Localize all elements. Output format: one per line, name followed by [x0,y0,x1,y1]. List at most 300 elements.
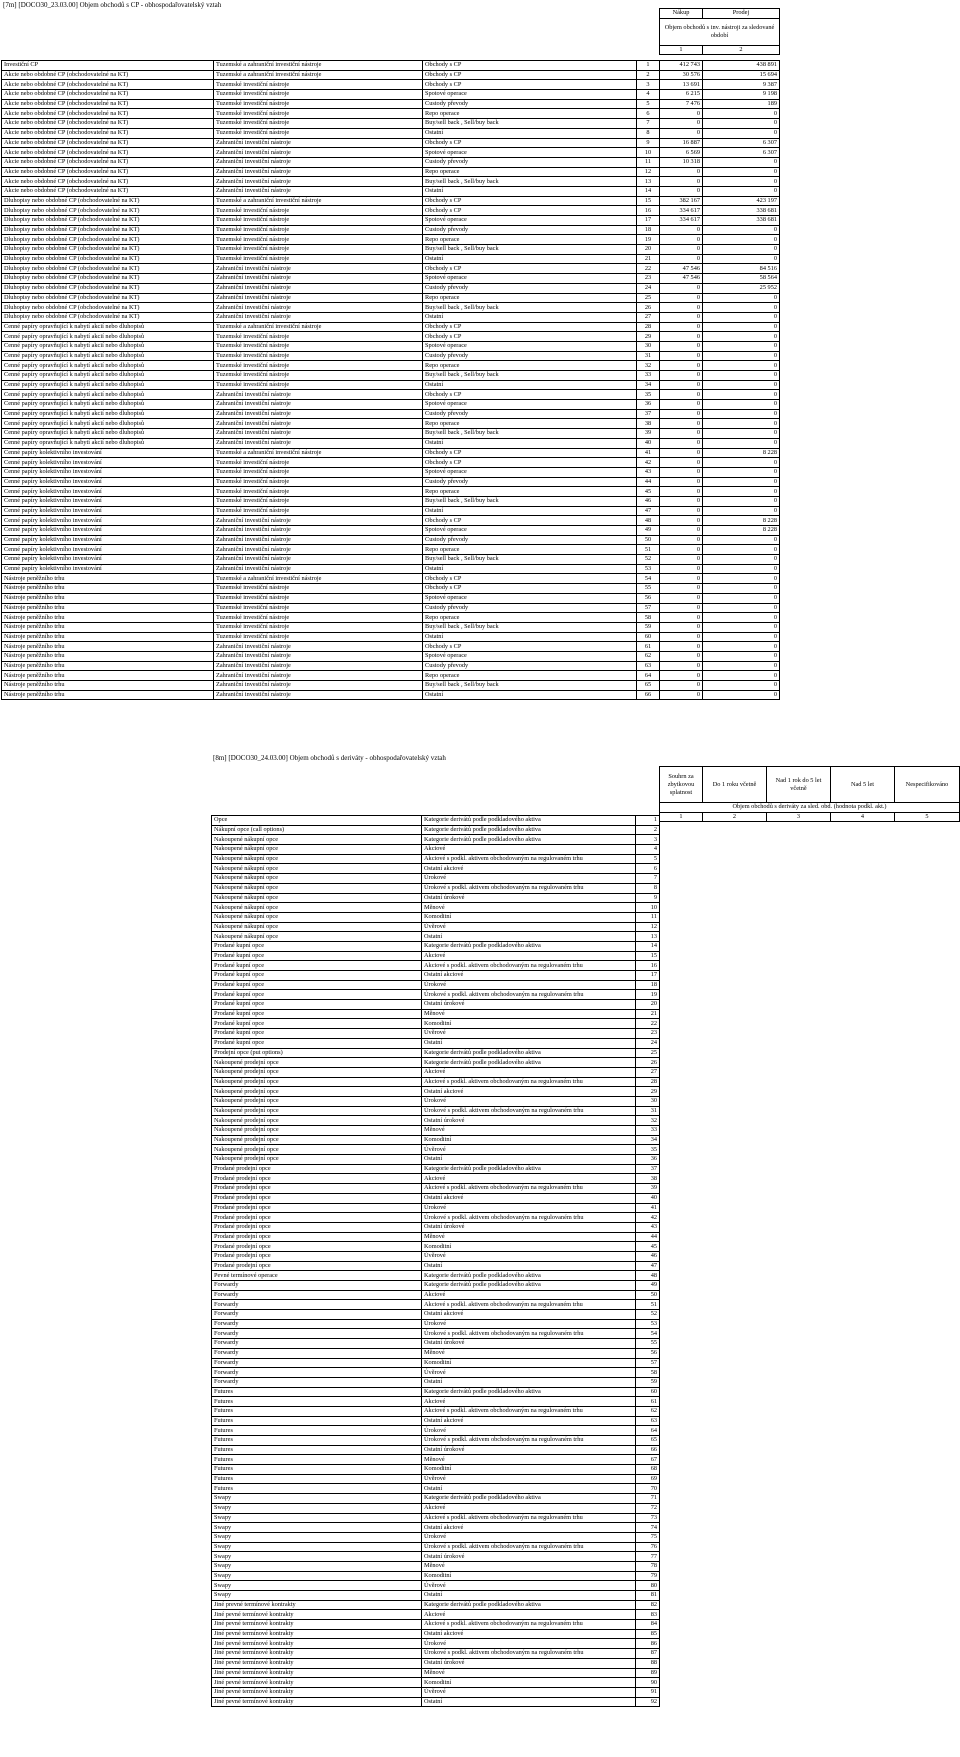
value-cell [703,1271,767,1281]
instrument-origin: Tuzemské a zahraniční investiční nástroje [214,448,423,458]
value-cell [703,1000,767,1010]
value-cell [831,961,895,971]
value-cell [767,1397,831,1407]
row-number: 29 [637,332,660,342]
value-cell [703,883,767,893]
derivative-type: Futures [212,1455,422,1465]
table-row [2,274,780,284]
instrument-origin: Tuzemské investiční nástroje [214,119,423,129]
row-number: 17 [637,216,660,226]
value-cell [660,1581,703,1591]
derivative-type: Jiné pevné termínové kontrakty [212,1620,422,1630]
table-row [212,825,960,835]
table-row [212,912,960,922]
instrument-origin: Tuzemské investiční nástroje [214,351,423,361]
value-cell [703,1494,767,1504]
table-row [212,1116,960,1126]
instrument-origin: Zahraniční investiční nástroje [214,516,423,526]
instrument-type: Nástroje peněžního trhu [2,603,214,613]
instrument-type: Akcie nebo obdobné CP (obchodovatelné na KT) [2,157,214,167]
underlying-category: Ostatní úrokové [422,1000,636,1010]
underlying-category: Ostatní úrokové [422,893,636,903]
derivative-type: Swapy [212,1552,422,1562]
row-number: 72 [636,1503,660,1513]
underlying-category: Kategorie derivátů podle podkladového aktiva [422,1271,636,1281]
operation-type: Buy/sell back , Sell/buy back [423,119,637,129]
value-cell [703,1552,767,1562]
underlying-category: Akciové [422,1610,636,1620]
sell-value: 0 [703,380,780,390]
header-col-1: 1 [660,45,703,55]
value-cell [831,1368,895,1378]
sell-value: 0 [703,109,780,119]
value-cell [660,1009,703,1019]
value-cell [703,1484,767,1494]
value-cell [767,1406,831,1416]
value-cell [703,1591,767,1601]
row-number: 22 [637,264,660,274]
value-cell [895,854,960,864]
value-cell [703,1465,767,1475]
table-row [212,1532,960,1542]
instrument-origin: Tuzemské investiční nástroje [214,225,423,235]
instrument-origin: Zahraniční investiční nástroje [214,283,423,293]
value-cell [831,816,895,826]
table-row [212,1406,960,1416]
underlying-category: Úvěrové [422,1368,636,1378]
operation-type: Obchody s CP [423,390,637,400]
value-cell [831,1678,895,1688]
value-cell [895,893,960,903]
value-cell [660,1513,703,1523]
value-cell [660,1116,703,1126]
value-cell [767,941,831,951]
value-cell [660,864,703,874]
table-row [212,893,960,903]
instrument-type: Dluhopisy nebo obdobné CP (obchodovatelné na KT) [2,283,214,293]
buy-value: 382 167 [660,196,703,206]
row-number: 26 [637,303,660,313]
buy-value: 30 576 [660,70,703,80]
sell-value: 0 [703,186,780,196]
value-cell [660,1639,703,1649]
value-cell [895,1445,960,1455]
value-cell [660,1339,703,1349]
value-cell [703,1581,767,1591]
table-row [212,1552,960,1562]
value-cell [703,1067,767,1077]
value-cell [831,1377,895,1387]
value-cell [767,1135,831,1145]
buy-value: 0 [660,448,703,458]
instrument-type: Akcie nebo obdobné CP (obchodovatelné na KT) [2,90,214,100]
table-row [212,1484,960,1494]
underlying-category: Úrokové [422,1426,636,1436]
row-number: 78 [636,1561,660,1571]
table-row [2,264,780,274]
sell-value: 0 [703,177,780,187]
value-cell [703,1155,767,1165]
instrument-origin: Tuzemské investiční nástroje [214,235,423,245]
instrument-origin: Zahraniční investiční nástroje [214,419,423,429]
value-cell [767,1348,831,1358]
value-cell [895,1193,960,1203]
value-cell [767,1377,831,1387]
instrument-origin: Zahraniční investiční nástroje [214,429,423,439]
sell-value: 9 198 [703,90,780,100]
row-number: 39 [636,1184,660,1194]
value-cell [660,1135,703,1145]
row-number: 23 [636,1029,660,1039]
instrument-type: Akcie nebo obdobné CP (obchodovatelné na KT) [2,148,214,158]
value-cell [660,1503,703,1513]
row-number: 56 [636,1348,660,1358]
row-number: 41 [636,1203,660,1213]
derivative-type: Swapy [212,1542,422,1552]
operation-type: Buy/sell back , Sell/buy back [423,496,637,506]
derivative-type: Swapy [212,1503,422,1513]
table-row [2,380,780,390]
operation-type: Custody převody [423,225,637,235]
table-row [212,1639,960,1649]
value-cell [703,941,767,951]
value-cell [895,1591,960,1601]
operation-type: Spotové operace [423,526,637,536]
derivative-type: Nakoupené prodejní opce [212,1096,422,1106]
buy-value: 0 [660,661,703,671]
value-cell [703,1048,767,1058]
row-number: 66 [636,1445,660,1455]
value-cell [660,1561,703,1571]
derivative-type: Prodané kupní opce [212,1009,422,1019]
table-row [2,109,780,119]
underlying-category: Komoditní [422,1019,636,1029]
operation-type: Buy/sell back , Sell/buy back [423,245,637,255]
sell-value: 0 [703,622,780,632]
sell-value: 0 [703,293,780,303]
table-row [2,429,780,439]
row-number: 60 [637,632,660,642]
derivative-type: Swapy [212,1494,422,1504]
value-cell [895,1348,960,1358]
table-row [212,1290,960,1300]
derivative-type: Prodané prodejní opce [212,1251,422,1261]
row-number: 28 [637,322,660,332]
operation-type: Buy/sell back , Sell/buy back [423,303,637,313]
row-number: 90 [636,1678,660,1688]
row-number: 75 [636,1532,660,1542]
operation-type: Obchody s CP [423,448,637,458]
value-cell [831,1561,895,1571]
header-col-1: 1 [660,812,703,822]
operation-type: Buy/sell back , Sell/buy back [423,681,637,691]
derivative-type: Nakoupené prodejní opce [212,1155,422,1165]
derivative-type: Futures [212,1465,422,1475]
value-cell [767,1077,831,1087]
row-number: 54 [637,574,660,584]
value-cell [831,1426,895,1436]
derivative-type: Nakoupené prodejní opce [212,1106,422,1116]
buy-value: 0 [660,128,703,138]
row-number: 7 [637,119,660,129]
value-cell [767,1000,831,1010]
value-cell [660,1494,703,1504]
value-cell [703,816,767,826]
value-cell [767,1339,831,1349]
row-number: 46 [637,496,660,506]
underlying-category: Akciové [422,951,636,961]
value-cell [767,1600,831,1610]
derivative-type: Prodané kupní opce [212,1038,422,1048]
sell-value: 0 [703,119,780,129]
value-cell [767,1193,831,1203]
value-cell [831,1232,895,1242]
value-cell [660,825,703,835]
underlying-category: Ostatní akciové [422,1087,636,1097]
value-cell [703,1561,767,1571]
derivative-type: Forwardy [212,1290,422,1300]
value-cell [660,1668,703,1678]
table-row [2,603,780,613]
sell-value: 0 [703,390,780,400]
table-row [212,1126,960,1136]
derivative-type: Swapy [212,1532,422,1542]
value-cell [767,1106,831,1116]
value-cell [767,1174,831,1184]
derivative-type: Nakoupené nákupní opce [212,845,422,855]
header-col-5: 5 [895,812,960,822]
instrument-type: Nástroje peněžního trhu [2,584,214,594]
sell-value: 0 [703,312,780,322]
table-row [212,1009,960,1019]
table-row [212,1687,960,1697]
value-cell [660,941,703,951]
row-number: 25 [637,293,660,303]
value-cell [895,951,960,961]
value-cell [831,1542,895,1552]
value-cell [660,1416,703,1426]
value-cell [660,845,703,855]
value-cell [703,1387,767,1397]
underlying-category: Měnové [422,1348,636,1358]
operation-type: Custody převody [423,661,637,671]
table-row [212,1271,960,1281]
value-cell [703,971,767,981]
buy-value: 0 [660,584,703,594]
row-number: 1 [636,816,660,826]
instrument-type: Nástroje peněžního trhu [2,651,214,661]
value-cell [895,1416,960,1426]
row-number: 5 [637,99,660,109]
value-cell [703,854,767,864]
buy-value: 0 [660,516,703,526]
value-cell [895,1406,960,1416]
value-cell [660,816,703,826]
instrument-type: Cenné papíry opravňující k nabytí akcií nebo dluhopisů [2,361,214,371]
value-cell [831,1019,895,1029]
table-row [2,371,780,381]
table-row [2,593,780,603]
derivative-type: Futures [212,1436,422,1446]
value-cell [703,990,767,1000]
instrument-type: Dluhopisy nebo obdobné CP (obchodovatelné na KT) [2,293,214,303]
operation-type: Ostatní [423,312,637,322]
underlying-category: Ostatní úrokové [422,1116,636,1126]
buy-value: 0 [660,225,703,235]
row-number: 16 [637,206,660,216]
instrument-origin: Tuzemské investiční nástroje [214,128,423,138]
value-cell [895,1649,960,1659]
value-cell [831,1271,895,1281]
table-row [212,883,960,893]
table-row [2,70,780,80]
value-cell [831,825,895,835]
sell-value: 6 307 [703,138,780,148]
derivative-type: Jiné pevné termínové kontrakty [212,1649,422,1659]
report2-header-table [659,766,960,822]
operation-type: Ostatní [423,254,637,264]
value-cell [895,1436,960,1446]
value-cell [895,1610,960,1620]
instrument-type: Nástroje peněžního trhu [2,613,214,623]
table-row [2,186,780,196]
value-cell [660,1174,703,1184]
sell-value: 9 387 [703,80,780,90]
sell-value: 0 [703,564,780,574]
value-cell [767,1445,831,1455]
table-row [2,496,780,506]
value-cell [895,1465,960,1475]
value-cell [703,1600,767,1610]
table-row [212,1135,960,1145]
table-row [212,1542,960,1552]
table-row [2,651,780,661]
value-cell [703,1610,767,1620]
instrument-type: Cenné papíry opravňující k nabytí akcií nebo dluhopisů [2,341,214,351]
underlying-category: Úrokové [422,1639,636,1649]
row-number: 22 [636,1019,660,1029]
value-cell [831,1184,895,1194]
row-number: 56 [637,593,660,603]
table-row [212,951,960,961]
value-cell [660,1300,703,1310]
value-cell [767,1571,831,1581]
value-cell [831,1251,895,1261]
sell-value: 0 [703,661,780,671]
row-number: 6 [637,109,660,119]
table-row [2,312,780,322]
value-cell [767,1368,831,1378]
sell-value: 0 [703,555,780,565]
operation-type: Spotové operace [423,341,637,351]
table-row [2,642,780,652]
value-cell [703,1126,767,1136]
row-number: 25 [636,1048,660,1058]
sell-value: 84 516 [703,264,780,274]
buy-value: 0 [660,235,703,245]
value-cell [895,1038,960,1048]
sell-value: 0 [703,487,780,497]
instrument-origin: Zahraniční investiční nástroje [214,651,423,661]
value-cell [660,1484,703,1494]
value-cell [767,1687,831,1697]
value-cell [660,1678,703,1688]
row-number: 62 [636,1406,660,1416]
instrument-origin: Tuzemské investiční nástroje [214,632,423,642]
value-cell [703,1532,767,1542]
value-cell [831,1038,895,1048]
value-cell [895,1009,960,1019]
table-row [212,1038,960,1048]
value-cell [767,1484,831,1494]
buy-value: 0 [660,177,703,187]
table-row [212,1339,960,1349]
derivative-type: Futures [212,1406,422,1416]
instrument-origin: Tuzemské investiční nástroje [214,99,423,109]
value-cell [703,922,767,932]
value-cell [767,980,831,990]
value-cell [895,1561,960,1571]
buy-value: 0 [660,690,703,700]
buy-value: 334 617 [660,216,703,226]
value-cell [831,1503,895,1513]
instrument-type: Nástroje peněžního trhu [2,642,214,652]
value-cell [831,1406,895,1416]
value-cell [703,1242,767,1252]
instrument-type: Nástroje peněžního trhu [2,632,214,642]
row-number: 38 [637,419,660,429]
value-cell [660,1048,703,1058]
value-cell [895,883,960,893]
table-row [212,1668,960,1678]
buy-value: 0 [660,535,703,545]
value-cell [767,1251,831,1261]
value-cell [703,1455,767,1465]
value-cell [831,1532,895,1542]
value-cell [895,912,960,922]
table-row [212,1629,960,1639]
row-number: 48 [637,516,660,526]
table-row [2,254,780,264]
table-row [2,690,780,700]
table-row [2,419,780,429]
value-cell [703,1503,767,1513]
derivative-type: Nakoupené prodejní opce [212,1126,422,1136]
row-number: 51 [636,1300,660,1310]
row-number: 20 [636,1000,660,1010]
value-cell [703,1203,767,1213]
buy-value: 47 546 [660,264,703,274]
table-row [2,196,780,206]
instrument-type: Cenné papíry kolektivního investování [2,506,214,516]
value-cell [660,1145,703,1155]
sell-value: 189 [703,99,780,109]
value-cell [767,883,831,893]
value-cell [767,1387,831,1397]
derivative-type: Nakoupené prodejní opce [212,1145,422,1155]
instrument-type: Akcie nebo obdobné CP (obchodovatelné na KT) [2,80,214,90]
table-row [212,1581,960,1591]
derivative-type: Swapy [212,1571,422,1581]
header-over-5y: Nad 5 let [831,767,895,803]
table-row [212,922,960,932]
sell-value: 0 [703,593,780,603]
buy-value: 16 887 [660,138,703,148]
table-row [2,332,780,342]
instrument-type: Cenné papíry kolektivního investování [2,467,214,477]
instrument-origin: Zahraniční investiční nástroje [214,564,423,574]
value-cell [703,1310,767,1320]
